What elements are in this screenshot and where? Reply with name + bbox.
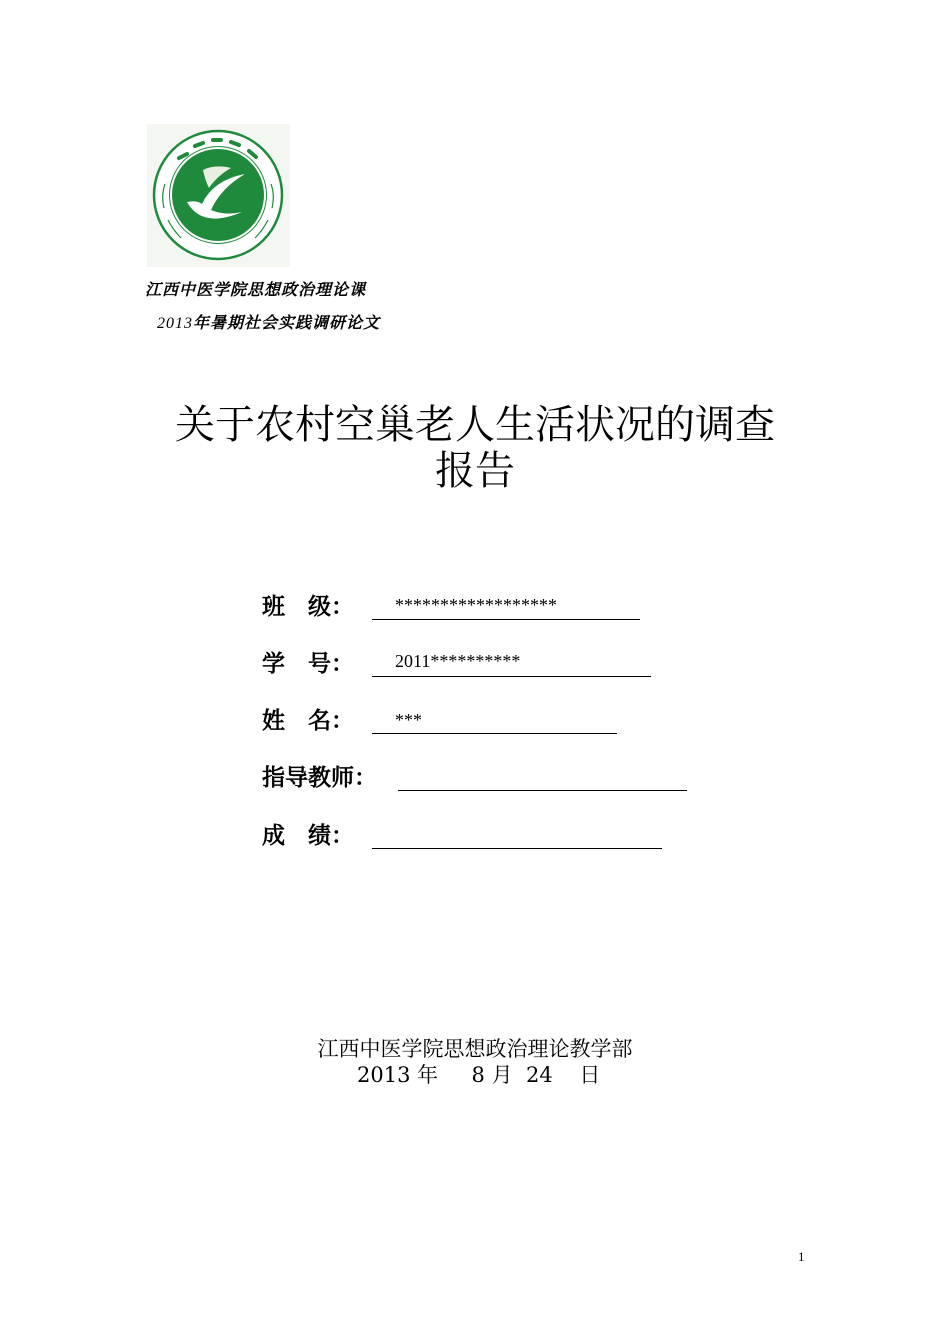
report-title-line1: 关于农村空巢老人生活状况的调查 — [175, 402, 775, 448]
grade-underline — [372, 848, 662, 849]
advisor-underline — [398, 790, 687, 791]
paper-subheader — [157, 310, 380, 333]
class-value: ****************** — [395, 595, 557, 615]
advisor-label: 指导教师： — [262, 765, 377, 791]
student-id-value: 2011********** — [395, 651, 521, 671]
date-day-unit: 日 — [579, 1063, 601, 1087]
class-label: 班 级： — [262, 594, 354, 620]
page-number: 1 — [798, 1249, 805, 1264]
school-logo — [147, 124, 290, 267]
grade-label: 成 绩： — [262, 823, 354, 849]
department-name: 江西中医学院思想政治理论教学部 — [317, 1037, 633, 1061]
date-month: 8 — [471, 1063, 485, 1087]
school-logo-icon — [147, 124, 290, 267]
report-title-line2: 报告 — [435, 448, 515, 494]
name-underline — [372, 733, 617, 734]
name-label: 姓 名： — [262, 708, 354, 734]
student-id-underline — [372, 676, 651, 677]
date-month-unit: 月 — [491, 1063, 513, 1087]
name-value: *** — [395, 710, 422, 730]
student-id-label: 学 号： — [262, 651, 354, 677]
paper-subheader-year: 2013 — [157, 315, 193, 332]
date-year: 2013 — [357, 1063, 411, 1087]
class-underline — [372, 619, 640, 620]
report-title — [0, 402, 950, 494]
course-header: 江西中医学院思想政治理论课 — [145, 280, 367, 299]
date-day: 24 — [525, 1063, 553, 1087]
report-date — [357, 1059, 600, 1089]
paper-subheader-text: 年暑期社会实践调研论文 — [193, 313, 381, 332]
date-year-unit: 年 — [417, 1063, 439, 1087]
